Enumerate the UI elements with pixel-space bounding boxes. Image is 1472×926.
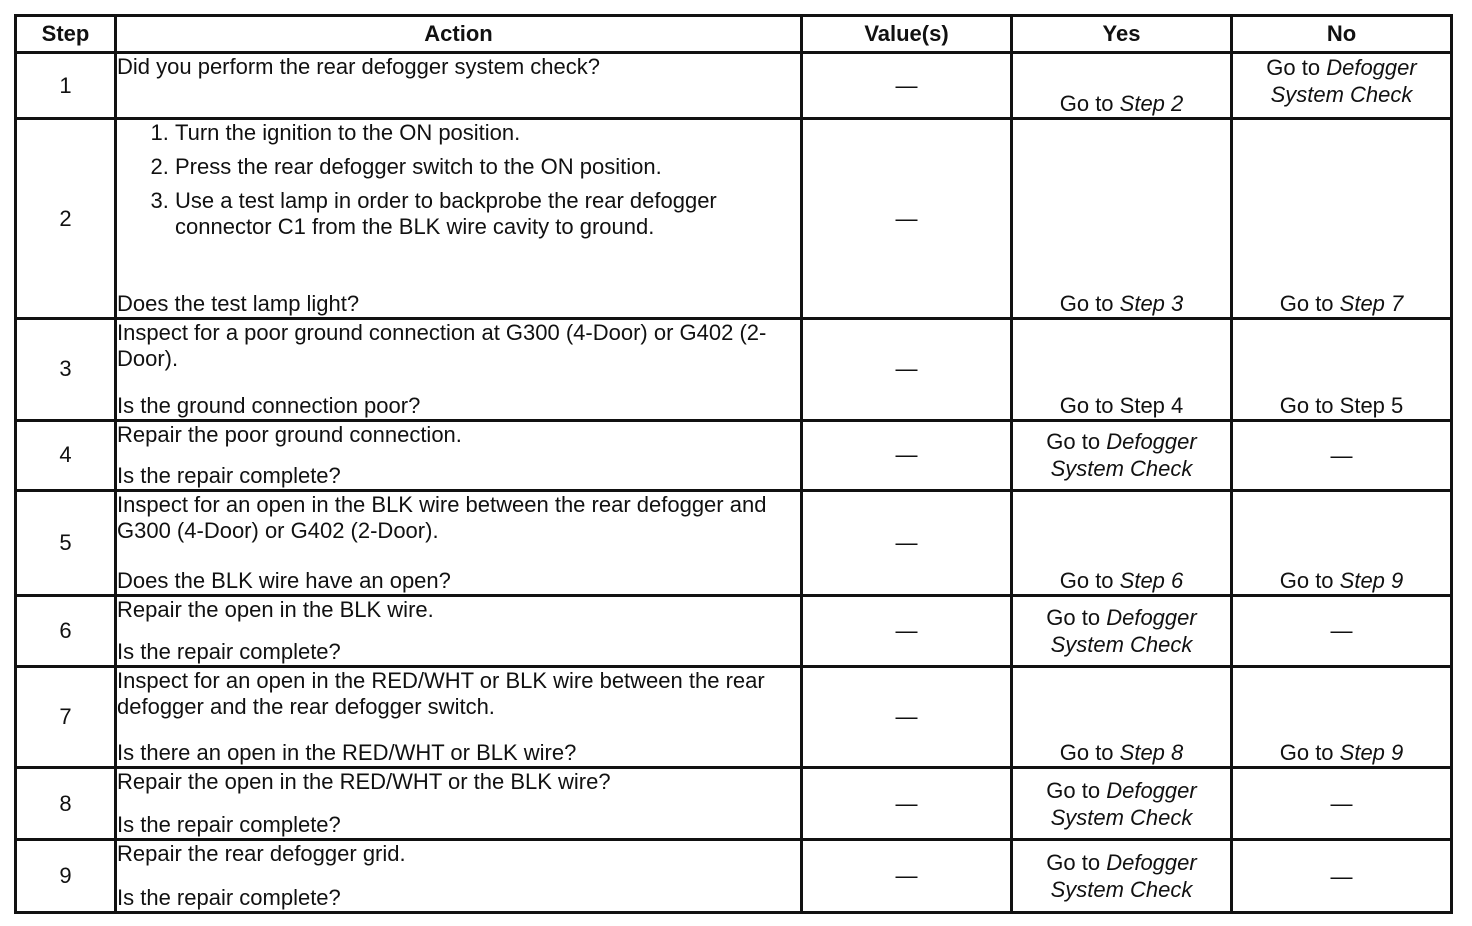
action-text: Repair the open in the BLK wire.	[117, 596, 434, 622]
value-dash: —	[895, 205, 918, 231]
value-cell	[802, 491, 1012, 596]
yes-target-link: Step 8	[1119, 739, 1184, 765]
yes-prefix: Go to	[1059, 567, 1120, 593]
yes-cell	[1012, 767, 1232, 840]
action-question: Is the repair complete?	[117, 885, 341, 910]
diagnostic-table	[14, 14, 1453, 914]
value-dash: —	[895, 529, 918, 555]
no-cell	[1232, 595, 1452, 666]
value-cell	[802, 595, 1012, 666]
step-number: 9	[16, 840, 116, 913]
table-body	[16, 53, 1452, 913]
action-cell	[116, 667, 802, 768]
no-cell	[1232, 491, 1452, 596]
action-step-item: 3. Use a test lamp in order to backprobe the rear defogger connector C1 from the BLK wire cavity to ground.	[175, 188, 800, 240]
table-row	[16, 53, 1452, 119]
yes-target-link: Step 6	[1119, 567, 1184, 593]
yes-cell	[1012, 53, 1232, 119]
step-number: 6	[16, 595, 116, 666]
yes-cell	[1012, 595, 1232, 666]
action-step-item: 1. Turn the ignition to the ON position.	[175, 120, 800, 146]
action-question: Is the repair complete?	[117, 463, 341, 489]
action-question: Is the ground connection poor?	[117, 392, 421, 418]
yes-cell	[1012, 667, 1232, 768]
yes-target-link: Defogger System Check	[1050, 604, 1197, 657]
header-no: No	[1232, 16, 1452, 53]
no-prefix: Go to	[1279, 567, 1340, 593]
header-values: Value(s)	[802, 16, 1012, 53]
value-cell	[802, 767, 1012, 840]
no-target-link: Step 7	[1339, 290, 1404, 316]
yes-prefix: Go to	[1059, 290, 1120, 316]
yes-target-link: Defogger System Check	[1050, 429, 1197, 482]
value-cell	[802, 119, 1012, 318]
step-number: 1	[16, 53, 116, 119]
value-dash: —	[895, 790, 918, 816]
no-prefix: Go to	[1266, 55, 1327, 80]
no-cell	[1232, 318, 1452, 420]
action-step-item: 2. Press the rear defogger switch to the ON position.	[175, 154, 800, 180]
value-dash: —	[895, 356, 918, 382]
value-dash: —	[895, 863, 918, 889]
no-cell	[1232, 840, 1452, 913]
no-cell	[1232, 667, 1452, 768]
action-text: Inspect for an open in the BLK wire between the rear defogger and G300 (4-Door) or G402 (2-Door).	[117, 492, 767, 544]
table-row	[16, 420, 1452, 490]
yes-target-link: Defogger System Check	[1050, 850, 1197, 903]
value-dash: —	[895, 72, 918, 98]
header-step: Step	[16, 16, 116, 53]
no-target-link: Step 9	[1339, 739, 1404, 765]
no-target-link: Defogger System Check	[1270, 55, 1417, 107]
yes-target-link: Defogger System Check	[1050, 777, 1197, 830]
yes-prefix: Go to	[1046, 777, 1107, 803]
table-row	[16, 318, 1452, 420]
no-cell	[1232, 119, 1452, 318]
yes-prefix: Go to	[1046, 850, 1107, 876]
action-cell	[116, 119, 802, 318]
no-prefix: Go to Step 5	[1279, 392, 1404, 418]
no-cell	[1232, 53, 1452, 119]
value-dash: —	[895, 617, 918, 643]
value-cell	[802, 318, 1012, 420]
action-question: Is the repair complete?	[117, 812, 341, 838]
action-cell	[116, 420, 802, 490]
step-number: 3	[16, 318, 116, 420]
action-question: Is there an open in the RED/WHT or BLK wire?	[117, 739, 577, 765]
no-prefix: —	[1330, 863, 1353, 889]
value-dash: —	[895, 442, 918, 468]
no-prefix: Go to	[1279, 290, 1340, 316]
value-cell	[802, 420, 1012, 490]
action-cell	[116, 53, 802, 119]
yes-prefix: Go to	[1046, 604, 1107, 630]
action-cell	[116, 491, 802, 596]
action-cell	[116, 767, 802, 840]
step-number: 2	[16, 119, 116, 318]
action-text: Inspect for a poor ground connection at G300 (4-Door) or G402 (2-Door).	[117, 319, 767, 371]
yes-cell	[1012, 318, 1232, 420]
no-cell	[1232, 420, 1452, 490]
action-question: Is the repair complete?	[117, 639, 341, 665]
yes-prefix: Go to	[1059, 91, 1120, 117]
action-text: Did you perform the rear defogger system check?	[117, 54, 601, 79]
action-question: Does the test lamp light?	[117, 290, 360, 316]
no-prefix: —	[1330, 618, 1353, 644]
action-text: Inspect for an open in the RED/WHT or BLK wire between the rear defogger and the rear defogger switch.	[117, 668, 765, 720]
no-prefix: —	[1330, 442, 1353, 468]
header-row	[16, 16, 1452, 53]
table-row	[16, 667, 1452, 768]
action-text: Repair the open in the RED/WHT or the BLK wire?	[117, 768, 611, 794]
action-cell	[116, 318, 802, 420]
yes-cell	[1012, 119, 1232, 318]
value-cell	[802, 840, 1012, 913]
action-text: Repair the poor ground connection.	[117, 421, 462, 447]
header-yes: Yes	[1012, 16, 1232, 53]
table-row	[16, 767, 1452, 840]
no-prefix: —	[1330, 791, 1353, 817]
yes-cell	[1012, 491, 1232, 596]
value-dash: —	[895, 704, 918, 730]
yes-cell	[1012, 420, 1232, 490]
no-target-link: Step 9	[1339, 567, 1404, 593]
action-text: Repair the rear defogger grid.	[117, 841, 406, 867]
value-cell	[802, 53, 1012, 119]
yes-prefix: Go to	[1046, 429, 1107, 455]
table-row	[16, 119, 1452, 318]
no-prefix: Go to	[1279, 739, 1340, 765]
step-number: 7	[16, 667, 116, 768]
action-question: Does the BLK wire have an open?	[117, 567, 451, 593]
action-cell	[116, 595, 802, 666]
step-number: 8	[16, 767, 116, 840]
yes-target-link: Step 2	[1119, 91, 1184, 117]
yes-target-link: Step 3	[1119, 290, 1184, 316]
action-steps-list	[117, 120, 800, 240]
table-row	[16, 840, 1452, 913]
table-row	[16, 491, 1452, 596]
step-number: 4	[16, 420, 116, 490]
value-cell	[802, 667, 1012, 768]
action-cell	[116, 840, 802, 913]
header-action: Action	[116, 16, 802, 53]
yes-cell	[1012, 840, 1232, 913]
step-number: 5	[16, 491, 116, 596]
yes-prefix: Go to Step 4	[1059, 392, 1184, 418]
yes-prefix: Go to	[1059, 739, 1120, 765]
table-row	[16, 595, 1452, 666]
no-cell	[1232, 767, 1452, 840]
